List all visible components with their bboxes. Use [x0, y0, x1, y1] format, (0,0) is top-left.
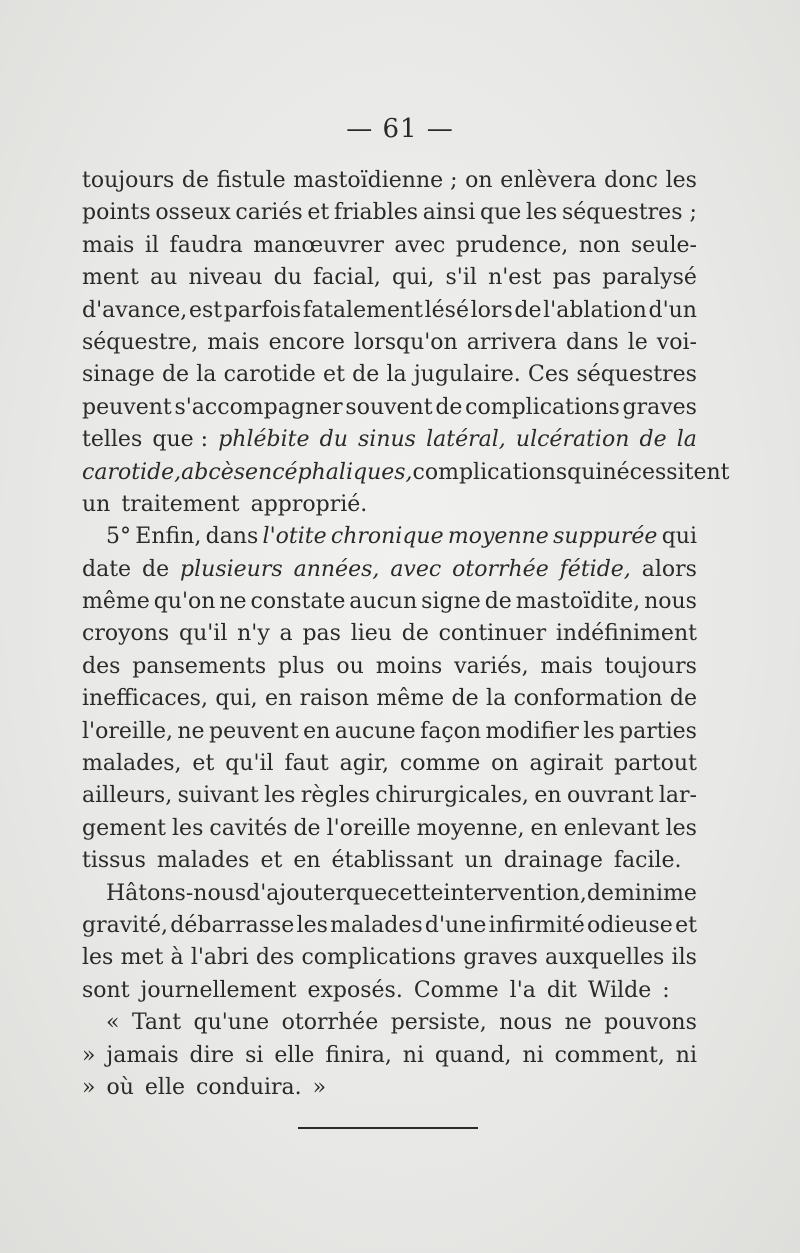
word: qu'une [193, 1010, 270, 1036]
word: de [586, 880, 614, 906]
word: de [293, 815, 321, 841]
word: d'une [424, 912, 487, 938]
word: les [583, 718, 615, 744]
word: du [273, 265, 302, 291]
word: en [303, 718, 331, 744]
word: prudence, [455, 232, 569, 258]
word: jugulaire. [413, 362, 521, 388]
text-line [82, 878, 697, 910]
word: Comme [413, 977, 499, 1003]
word: facial, [313, 265, 381, 291]
word: séquestres ; [561, 200, 697, 226]
word: croyons [82, 621, 170, 647]
word: sont [82, 977, 130, 1003]
word: que [346, 880, 388, 906]
word: les [525, 200, 558, 226]
word: : [662, 977, 670, 1003]
word: on [491, 751, 519, 777]
word: intervention, [443, 880, 587, 906]
word: souvent [345, 394, 433, 420]
word: mastoïdite, [515, 589, 641, 615]
word: les [665, 168, 697, 193]
word: quand, [434, 1042, 512, 1068]
word: façon [420, 718, 482, 744]
word: l'oreille [326, 815, 411, 841]
word: nous [499, 1010, 553, 1036]
word: comme [399, 751, 481, 777]
word: Ces [528, 362, 570, 388]
word: d'un [648, 297, 697, 323]
word: paralysé [602, 265, 697, 291]
word: enlèvera [500, 168, 597, 193]
word: alors [641, 556, 697, 582]
word: ailleurs, [82, 783, 173, 809]
word: les [296, 912, 328, 938]
word: chronique [330, 524, 444, 550]
word: et [675, 912, 697, 938]
word: établissant [331, 848, 454, 874]
word: des [82, 653, 121, 679]
word: agir, [339, 751, 389, 777]
word: lésé [424, 297, 469, 323]
word: chirurgicales, [375, 783, 529, 809]
word: indéfiniment [555, 621, 697, 647]
word: des [255, 945, 295, 971]
word: de [181, 168, 210, 193]
word: les [665, 815, 697, 841]
word: constate [250, 589, 346, 615]
word: et [307, 200, 330, 226]
word: cavités [209, 815, 288, 841]
word: ni [675, 1042, 697, 1068]
word: agirait [529, 751, 604, 777]
word: variés, [454, 653, 529, 679]
word: arrivera [466, 329, 558, 355]
word: ne [219, 589, 247, 615]
word: et [323, 362, 345, 388]
text-line [82, 489, 697, 521]
word: que : [152, 427, 209, 453]
word: raison [299, 686, 369, 712]
word: l'ablation [543, 297, 647, 323]
word: encéphaliques, [245, 459, 413, 485]
word: il [144, 232, 159, 258]
word: séquestre, [82, 329, 199, 355]
word: Wilde [587, 977, 652, 1003]
word: partout [614, 751, 697, 777]
word: faut [284, 751, 329, 777]
word: dans [566, 329, 619, 355]
page-number: — 61 — [346, 114, 454, 144]
word: moyenne, [416, 815, 525, 841]
word: faudra [169, 232, 243, 258]
word: en [530, 815, 558, 841]
word: d'ajouter [246, 880, 347, 906]
word: manœuvrer [253, 232, 384, 258]
word: tissus [82, 848, 146, 874]
word: facile. [613, 848, 682, 874]
word: points [82, 200, 151, 226]
word: malades [156, 848, 250, 874]
word: avec [390, 556, 442, 582]
word: et [192, 751, 215, 777]
word: qu'on [153, 589, 216, 615]
text-line [82, 197, 697, 229]
word: non [578, 232, 621, 258]
word: avec [394, 232, 446, 258]
word: journellement [140, 977, 297, 1003]
word: au [150, 265, 178, 291]
word: elle [144, 1074, 186, 1100]
word: l'otite [262, 524, 327, 550]
word: conduira. [196, 1074, 302, 1100]
text-line [82, 618, 697, 650]
word: en [293, 848, 321, 874]
word: de [514, 297, 542, 323]
text-line [82, 424, 697, 456]
word: de [142, 556, 170, 582]
word: mais [207, 329, 260, 355]
word: qu'il [225, 751, 274, 777]
text-line [82, 813, 697, 845]
word: aucun [349, 589, 418, 615]
word: les [82, 945, 114, 971]
word: de [401, 621, 429, 647]
word: règles [300, 783, 370, 809]
text-line [82, 457, 730, 489]
word: lors [470, 297, 513, 323]
word: carotide [223, 362, 316, 388]
word: les [172, 815, 204, 841]
word: auxquelles [544, 945, 665, 971]
word: le [627, 329, 648, 355]
word: graves [622, 394, 697, 420]
text-line [82, 683, 697, 715]
word: infirmité [488, 912, 585, 938]
word: qui, [392, 265, 435, 291]
word: otorrhée [281, 1010, 379, 1036]
word: même [82, 589, 150, 615]
word: mastoïdienne ; [293, 168, 458, 193]
word: ils [671, 945, 697, 971]
word: jamais [106, 1042, 179, 1068]
word: ne [177, 718, 205, 744]
word: carotide, [82, 459, 182, 485]
word: exposés. [307, 977, 403, 1003]
text-line [82, 1040, 697, 1072]
word: elle [274, 1042, 315, 1068]
word: date [82, 556, 132, 582]
text-line [82, 1072, 697, 1104]
word: et [260, 848, 283, 874]
word: minime [613, 880, 697, 906]
word: l'a [509, 977, 536, 1003]
word: où [106, 1074, 134, 1100]
word: signe [421, 589, 481, 615]
word: de [161, 362, 190, 388]
word: nous [644, 589, 697, 615]
word: aucune [334, 718, 416, 744]
word: de [352, 362, 380, 388]
text-line [82, 392, 697, 424]
word: gravité, [82, 912, 169, 938]
word: de [435, 394, 463, 420]
word: d'avance, [82, 297, 188, 323]
word: malades [330, 912, 423, 938]
word: moins [375, 653, 443, 679]
end-rule [298, 1127, 478, 1129]
word: malades, [82, 751, 182, 777]
word: osseux [155, 200, 231, 226]
word: qui, [215, 686, 258, 712]
text-line [82, 910, 697, 942]
body-text [82, 165, 730, 1104]
word: séquestres [576, 362, 697, 388]
word: de [451, 686, 479, 712]
word: ou [336, 653, 364, 679]
word: odieuse [586, 912, 673, 938]
text-line [82, 942, 697, 974]
word: années, [293, 556, 380, 582]
text-line [82, 651, 697, 683]
word: nécessitent [602, 459, 730, 485]
word: s'accompagner [174, 394, 343, 420]
word: pansements [132, 653, 267, 679]
text-line [82, 716, 697, 748]
word: pouvons [604, 1010, 697, 1036]
word: si [245, 1042, 264, 1068]
word: suppurée [553, 524, 658, 550]
word: en [534, 783, 562, 809]
word: ni [522, 1042, 544, 1068]
word: telles [82, 427, 143, 453]
text-line [82, 521, 697, 553]
word: mais [540, 653, 593, 679]
word: 5° [106, 524, 131, 550]
word: fistule [216, 168, 286, 193]
word: peuvent [82, 394, 172, 420]
word: fatalement [302, 297, 423, 323]
word: ouvrant [566, 783, 654, 809]
word: seule- [631, 232, 697, 258]
word: complications [301, 945, 457, 971]
word: Tant [131, 1010, 182, 1036]
word: un [464, 848, 493, 874]
word: complications [465, 394, 620, 420]
word: toujours [82, 168, 175, 193]
word: la [196, 362, 217, 388]
word: niveau [188, 265, 263, 291]
word: plusieurs [180, 556, 283, 582]
word: met [120, 945, 164, 971]
word: complications [412, 459, 568, 485]
word: ainsi [422, 200, 476, 226]
word: même [376, 686, 445, 712]
word: ne [564, 1010, 592, 1036]
word: dit [546, 977, 577, 1003]
word: qui [567, 459, 603, 485]
word: est [188, 297, 223, 323]
word: sinage [82, 362, 155, 388]
text-line [82, 359, 697, 391]
word: à [170, 945, 184, 971]
word: donc [604, 168, 658, 193]
word: encore [268, 329, 345, 355]
word: peuvent [208, 718, 299, 744]
word: s'il [445, 265, 477, 291]
word: n'y [237, 621, 270, 647]
text-line [82, 975, 697, 1007]
word: gement [82, 815, 166, 841]
text-line [82, 1007, 697, 1039]
word: un [82, 491, 111, 517]
word: du [319, 427, 348, 453]
word: on [465, 168, 493, 193]
word: dire [189, 1042, 235, 1068]
word: suivant [177, 783, 259, 809]
word: sinus [358, 427, 416, 453]
word: toujours [604, 653, 697, 679]
word: enlevant [563, 815, 660, 841]
text-line [82, 165, 697, 197]
word: phlébite [218, 427, 310, 453]
text-line [82, 327, 697, 359]
word: ulcération [515, 427, 630, 453]
word: latéral, [426, 427, 506, 453]
word: en [265, 686, 293, 712]
word: conformation [513, 686, 663, 712]
word: parties [619, 718, 697, 744]
word: finira, [325, 1042, 392, 1068]
text-line [82, 748, 697, 780]
word: lieu [350, 621, 392, 647]
text-line [82, 586, 697, 618]
word: otorrhée [452, 556, 549, 582]
word: continuer [438, 621, 547, 647]
word: l'oreille, [82, 718, 173, 744]
word: plus [277, 653, 325, 679]
word: » [312, 1074, 327, 1100]
word: n'est [488, 265, 542, 291]
word: comment, [554, 1042, 665, 1068]
word: la [386, 362, 407, 388]
word: de [639, 427, 667, 453]
text-line [82, 780, 697, 812]
word: de [484, 589, 512, 615]
text-line [82, 554, 697, 586]
word: lar- [658, 783, 697, 809]
word: voi- [656, 329, 697, 355]
word: parfois [223, 297, 302, 323]
word: ment [82, 265, 139, 291]
word: inefficaces, [82, 686, 208, 712]
word: graves [463, 945, 538, 971]
word: cette [387, 880, 444, 906]
word: cariés [235, 200, 303, 226]
word: débarrasse [170, 912, 295, 938]
word: » [82, 1074, 96, 1100]
word: dans [205, 524, 259, 550]
word: de [669, 686, 697, 712]
word: la [676, 427, 697, 453]
word: approprié. [250, 491, 368, 517]
word: la [486, 686, 507, 712]
word: fétide, [559, 556, 631, 582]
word: persiste, [390, 1010, 487, 1036]
word: pas [302, 621, 341, 647]
word: mais [82, 232, 135, 258]
text-line [82, 845, 697, 877]
word: friables [333, 200, 419, 226]
text-line [82, 230, 697, 262]
word: ni [402, 1042, 424, 1068]
word: qu'il [178, 621, 228, 647]
word: moyenne [447, 524, 549, 550]
word: l'abri [190, 945, 249, 971]
text-line [82, 262, 697, 294]
word: que [480, 200, 522, 226]
word: qui [661, 524, 697, 550]
word: abcès [181, 459, 246, 485]
word: lorsqu'on [353, 329, 458, 355]
word: « [106, 1010, 120, 1036]
word: pas [552, 265, 592, 291]
word: » [82, 1042, 96, 1068]
word: modifier [485, 718, 579, 744]
word: traitement [121, 491, 240, 517]
word: a [279, 621, 293, 647]
word: Hâtons-nous [106, 880, 247, 906]
word: Enfin, [135, 524, 202, 550]
word: les [264, 783, 296, 809]
text-line [82, 295, 697, 327]
word: drainage [503, 848, 603, 874]
